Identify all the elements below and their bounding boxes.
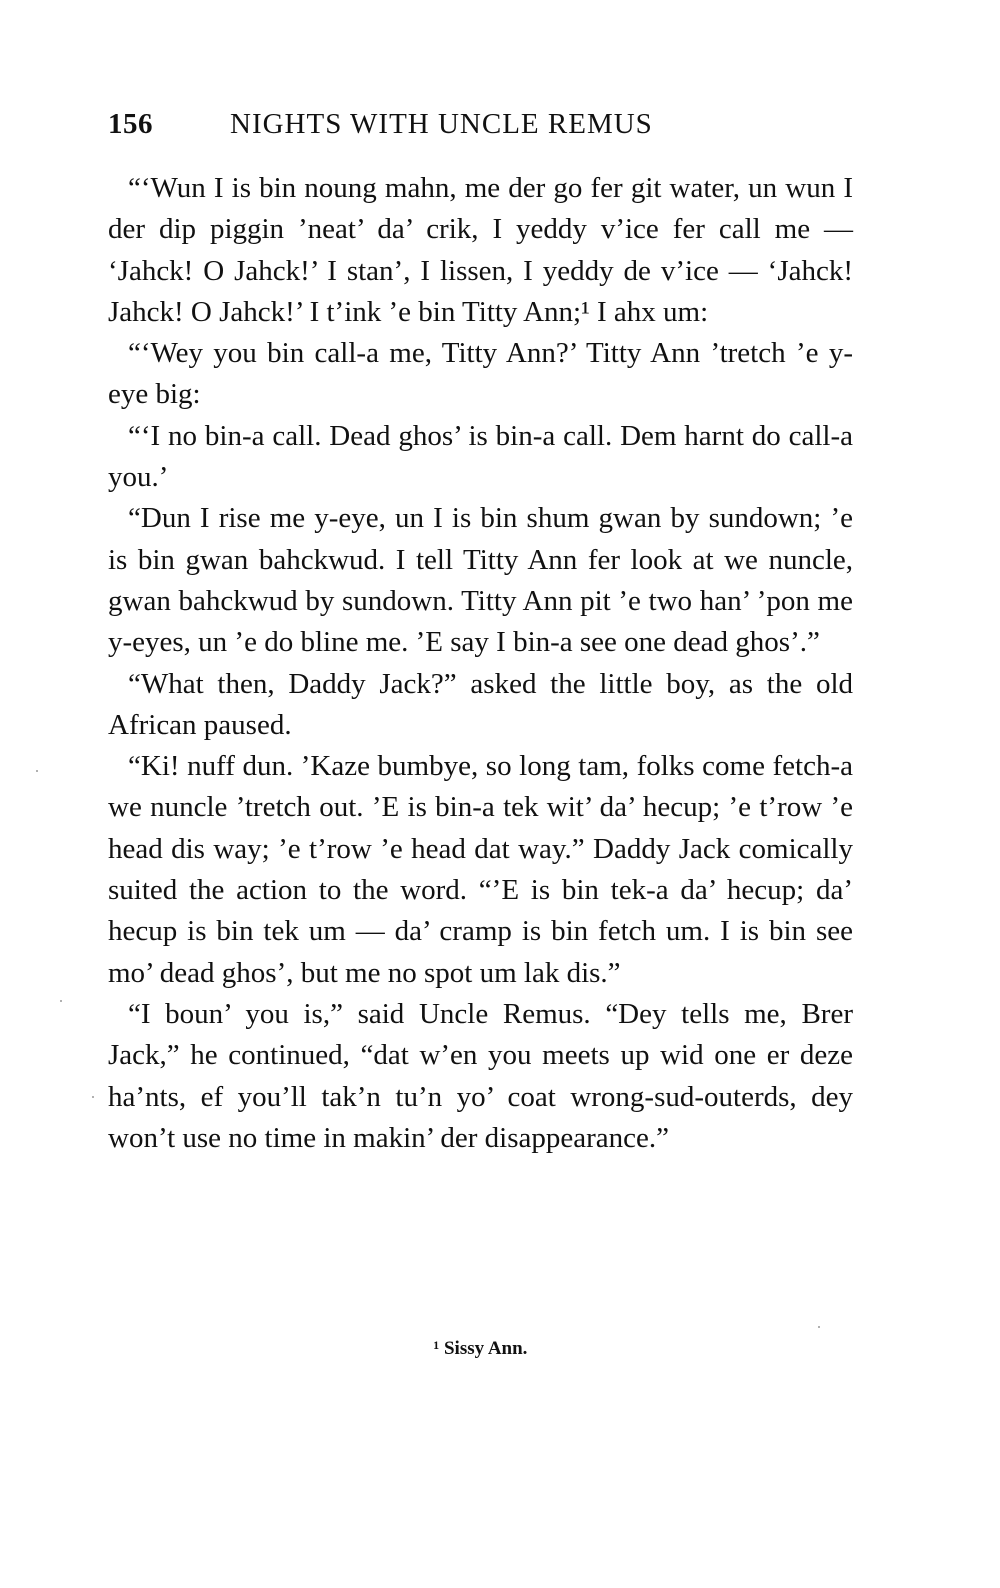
print-speck: [36, 770, 38, 772]
footnote: ¹ Sissy Ann.: [433, 1338, 528, 1359]
paragraph: “‘Wun I is bin noung mahn, me der go fer git water, un wun I der dip piggin ’neat’ da’ crik, I yeddy v’ice fer call me — ‘Jahck! O Jahck!’ I stan’, I lissen, I yeddy de v’ice — ‘Jahck! Jahck! O Jahck!’ I t’ink ’e bin Titty Ann;¹ I ahx um:: [108, 172, 853, 328]
page-number: 156: [108, 108, 153, 140]
paragraph: “Dun I rise me y-eye, un I is bin shum gwan by sundown; ’e is bin gwan bahckwud. I tell Titty Ann fer look at we nuncle, gwan bahckwud by sundown. Titty Ann pit ’e two han’ ’pon me y-eyes, un ’e do bline me. ’E say I bin-a see one dead ghos’.”: [108, 502, 853, 659]
book-title: NIGHTS WITH UNCLE REMUS: [230, 108, 653, 140]
running-head: [108, 108, 853, 148]
paragraph: “Ki! nuff dun. ’Kaze bumbye, so long tam, folks come fetch-a we nuncle ’tretch out. ’E is bin-a tek wit’ da’ hecup; ’e t’row ’e head dis way; ’e t’row ’e head dat way.” Daddy Jack comically suited the action to the word. “’E is bin tek-a da’ hecup; da’ hecup is bin tek um — da’ cramp is bin fetch um. I is bin see mo’ dead ghos’, but me no spot um lak dis.”: [108, 750, 853, 989]
paragraph: “What then, Daddy Jack?” asked the little boy, as the old African paused.: [108, 667, 853, 741]
paragraph: “‘Wey you bin call-a me, Titty Ann?’ Titty Ann ’tretch ’e y-eye big:: [108, 337, 853, 411]
paragraph: “‘I no bin-a call. Dead ghos’ is bin-a call. Dem harnt do call-a you.’: [108, 419, 853, 494]
print-speck: [60, 1000, 62, 1002]
print-speck: [92, 1096, 94, 1098]
print-speck: [818, 1326, 820, 1328]
body-text: [108, 168, 853, 1159]
paragraph: “I boun’ you is,” said Uncle Remus. “Dey tells me, Brer Jack,” he continued, “dat w’en you meets up wid one er deze ha’nts, ef you’ll tak’n tu’n yo’ coat wrong-sud-outerds, dey won’t use no time in makin’ der disappearance.”: [108, 997, 853, 1154]
